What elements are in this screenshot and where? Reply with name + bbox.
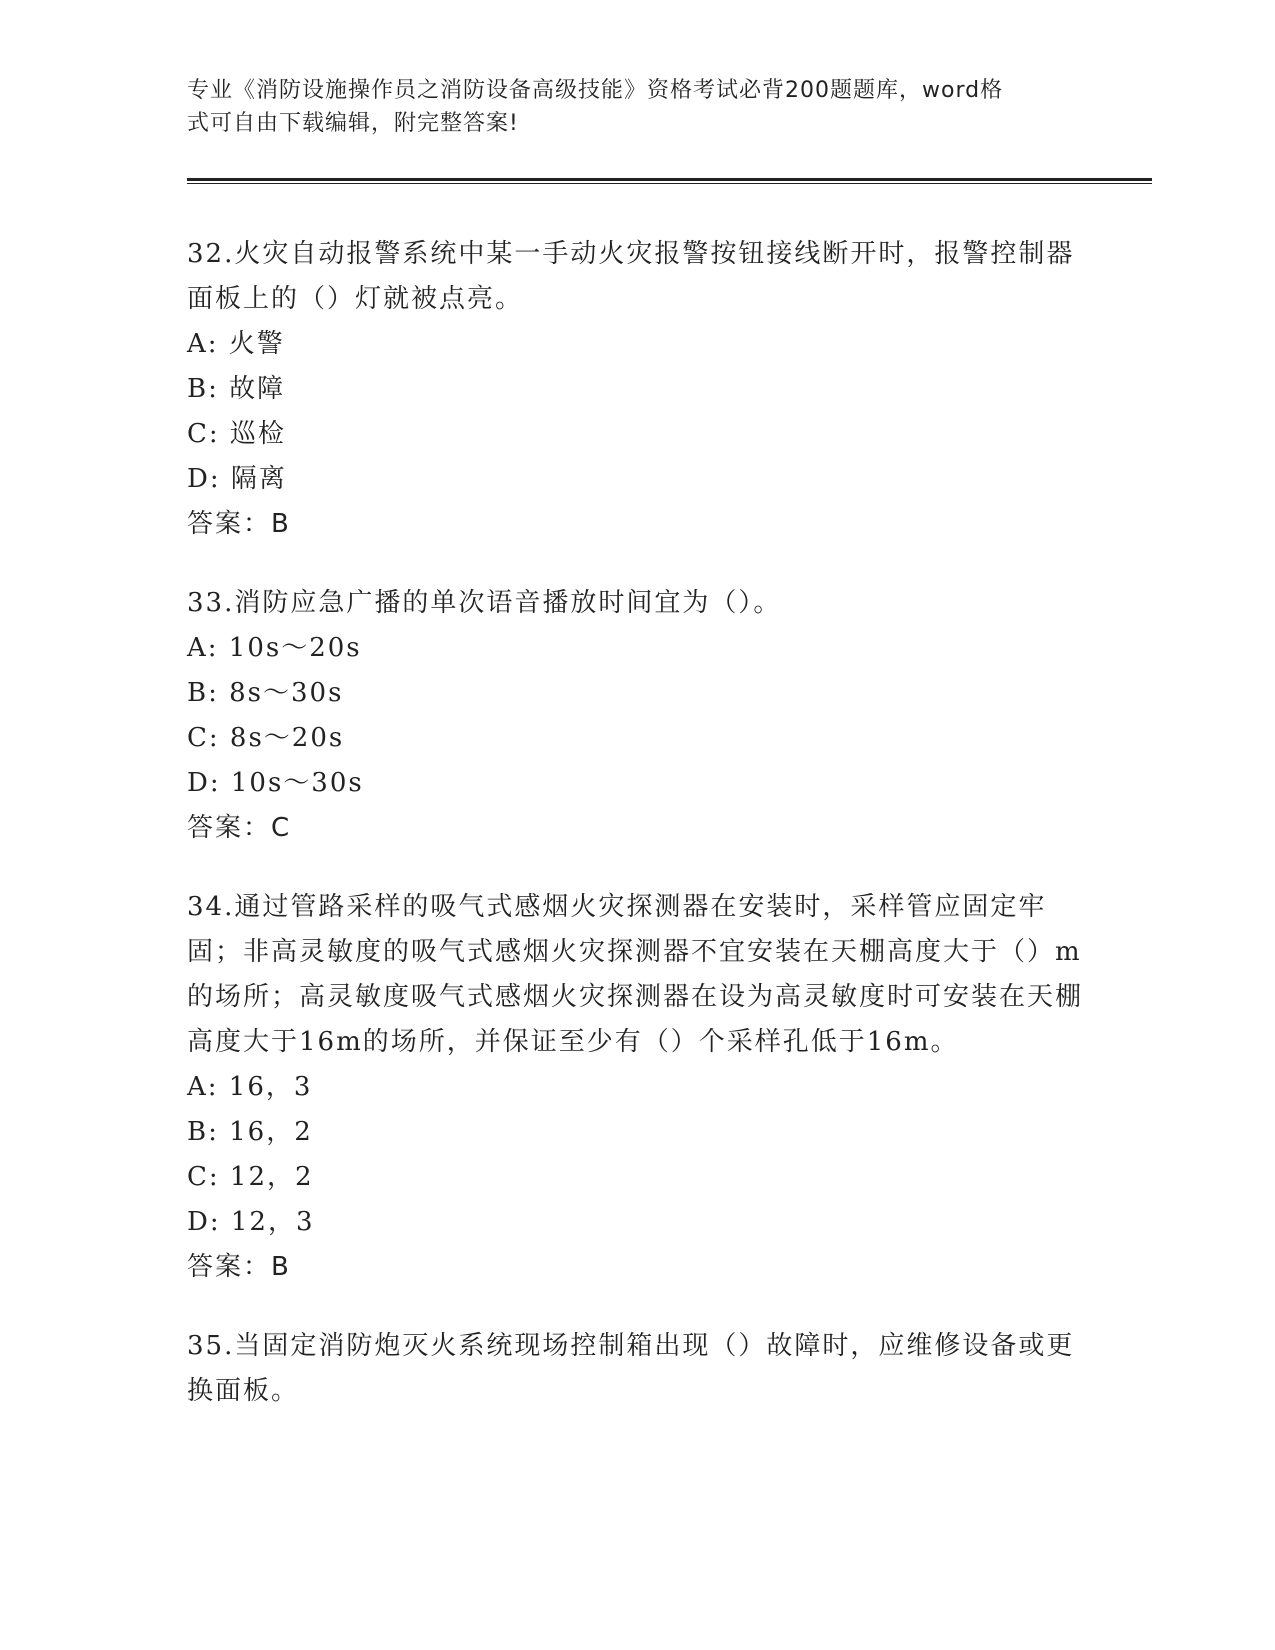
question-33 [187,581,1087,851]
header-divider-thin [187,183,1152,184]
option-a: A: 火警 [187,329,285,359]
question-stem: 34.通过管路采样的吸气式感烟火灾探测器在安装时，采样管应固定牢固；非高灵敏度的吸气式感烟火灾探测器不宜安装在天棚高度大于（）m的场所；高灵敏度吸气式感烟火灾探测器在设为高灵敏度时可安装在天棚高度大于16m的场所，并保证至少有（）个采样孔低于16m。 [187,892,1084,1057]
option-a: A: 10s～20s [187,633,362,663]
option-d: D: 隔离 [187,464,287,494]
option-a: A: 16，3 [187,1072,313,1102]
option-d: D: 10s～30s [187,768,364,798]
question-list [187,232,1087,1448]
answer-label: 答案：B [187,509,291,539]
document-header [187,74,1067,140]
option-d: D: 12，3 [187,1207,315,1237]
option-b: B: 16，2 [187,1117,313,1147]
question-stem: 35.当固定消防炮灭火系统现场控制箱出现（）故障时，应维修设备或更换面板。 [187,1331,1075,1406]
header-divider-thick [187,178,1152,181]
answer-label: 答案：B [187,1252,291,1282]
option-c: C: 巡检 [187,419,286,449]
option-c: C: 8s～20s [187,723,345,753]
option-b: B: 8s～30s [187,678,344,708]
question-stem: 33.消防应急广播的单次语音播放时间宜为（）。 [187,588,782,618]
question-35 [187,1324,1087,1414]
header-line-1: 专业《消防设施操作员之消防设备高级技能》资格考试必背200题题库，word格 [187,78,1004,103]
option-c: C: 12，2 [187,1162,314,1192]
answer-label: 答案：C [187,813,292,843]
question-32 [187,232,1087,547]
option-b: B: 故障 [187,374,286,404]
question-34 [187,885,1087,1290]
header-line-2: 式可自由下载编辑，附完整答案! [187,111,519,136]
question-stem: 32.火灾自动报警系统中某一手动火灾报警按钮接线断开时，报警控制器面板上的（）灯就被点亮。 [187,239,1075,314]
